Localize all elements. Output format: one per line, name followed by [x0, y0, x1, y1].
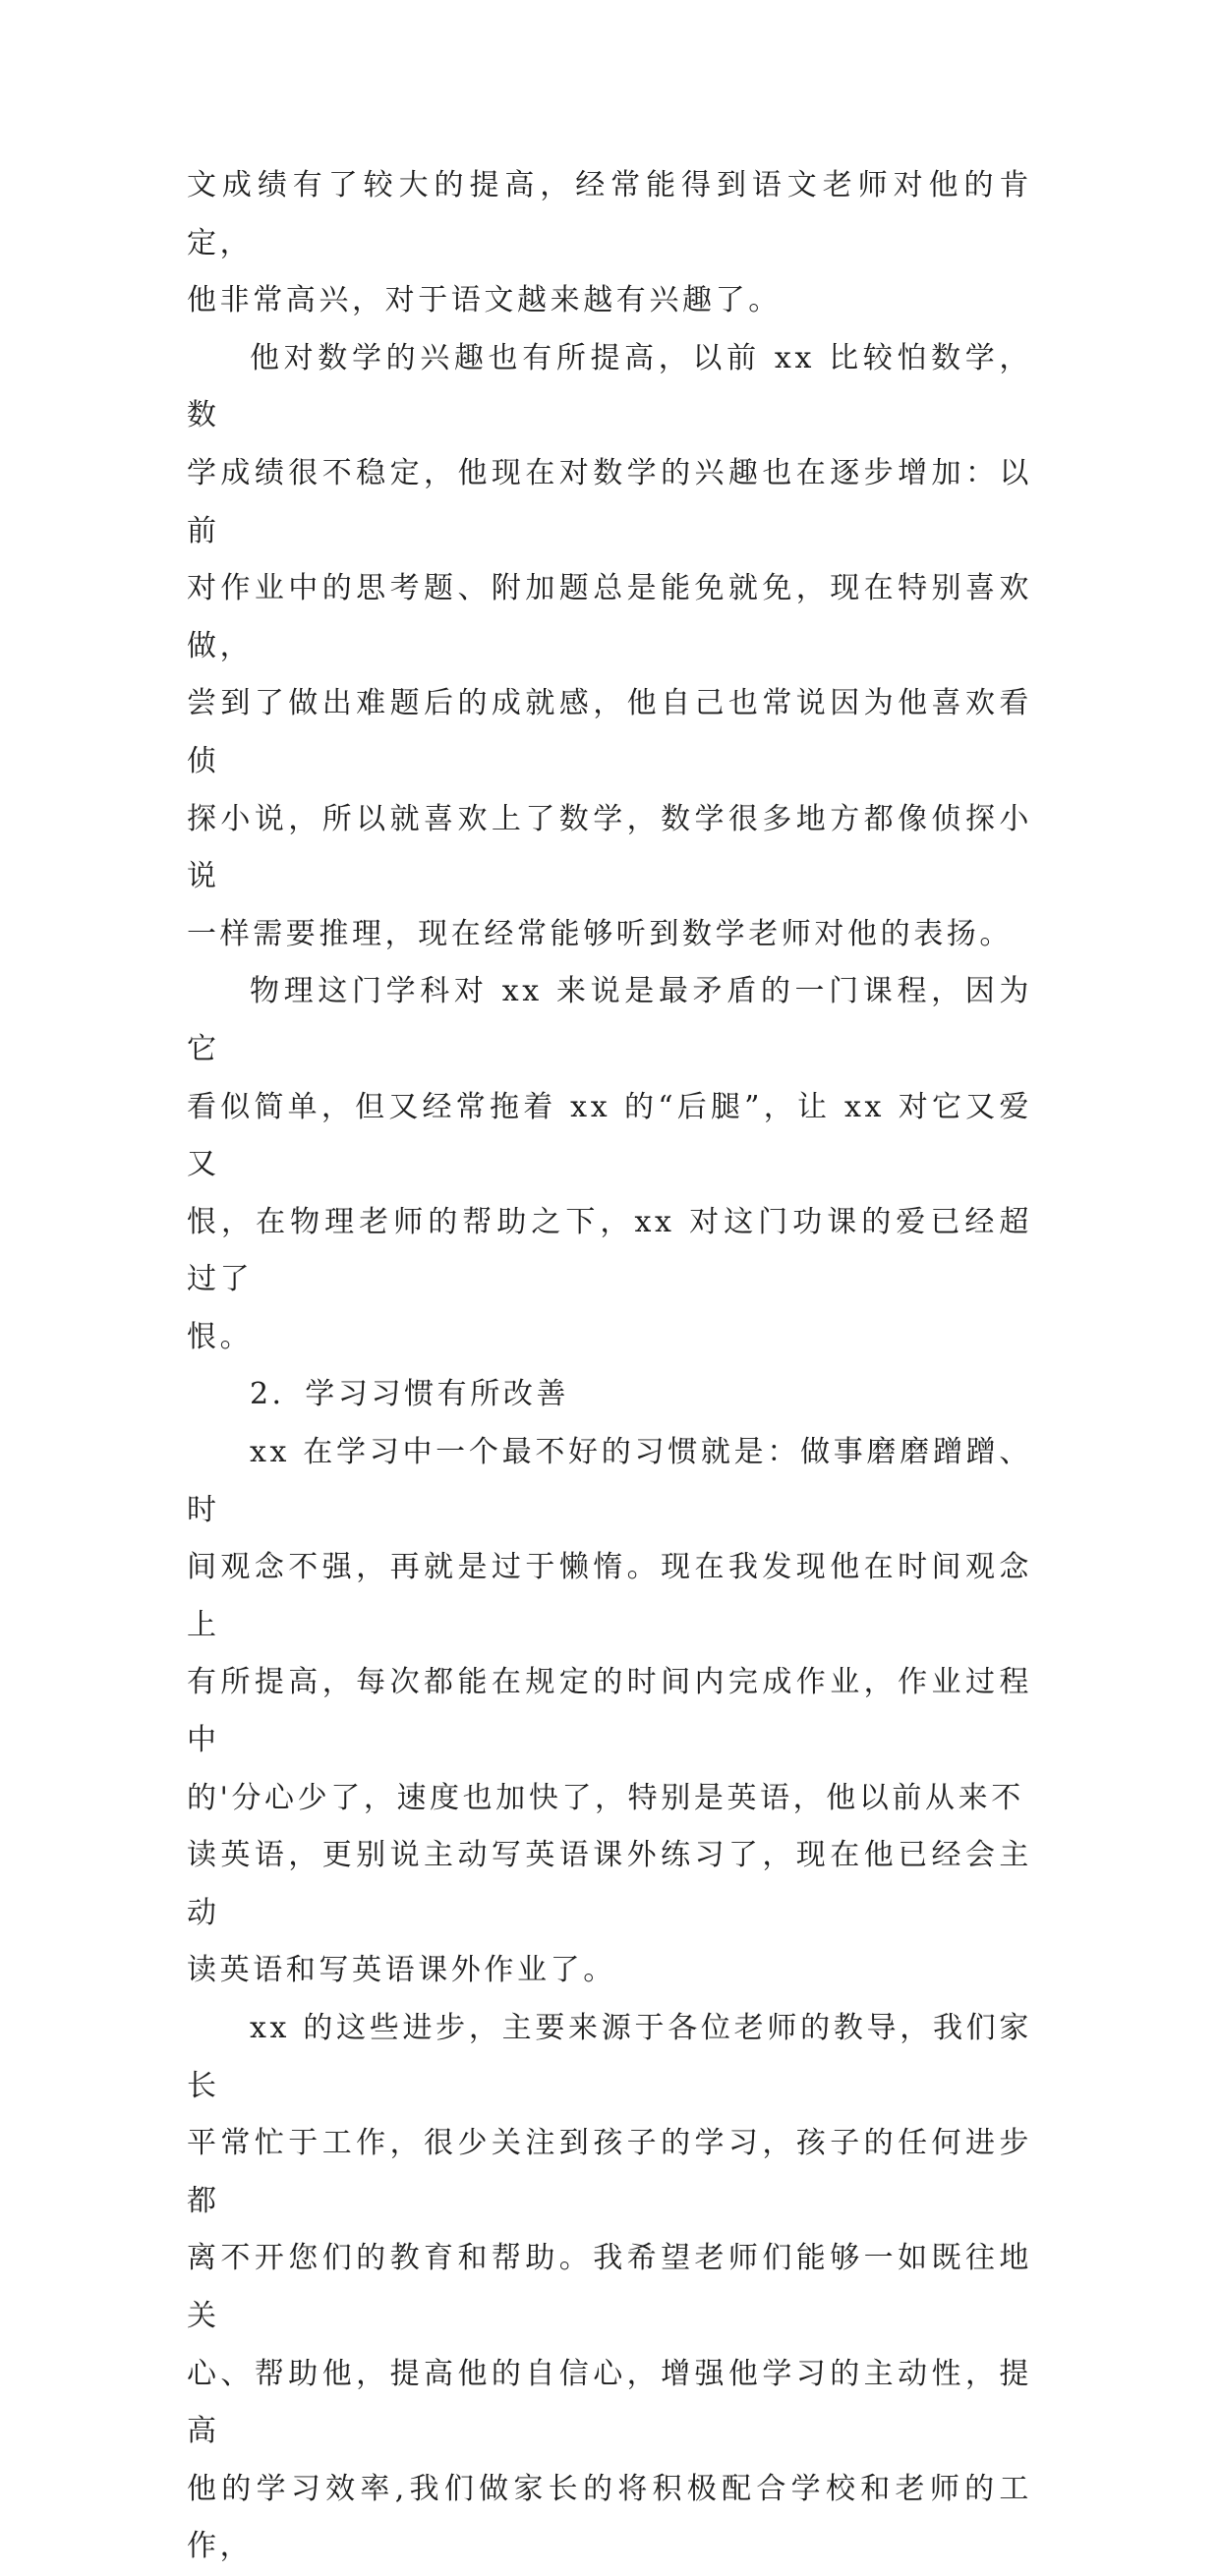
text-line: 有所提高，每次都能在规定的时间内完成作业，作业过程中 [187, 1665, 1032, 1758]
text-line: 他对数学的兴趣也有所提高，以前 xx 比较怕数学，数 [187, 340, 1032, 433]
text-line: 2．学习习惯有所改善 [250, 1377, 570, 1412]
text-line: 他的学习效率,我们做家长的将积极配合学校和老师的工作， [187, 2471, 1032, 2564]
text-line: 读英语和写英语课外作业了。 [187, 1953, 616, 1988]
text-line: 平常忙于工作，很少关注到孩子的学习，孩子的任何进步都 [187, 2126, 1032, 2218]
paragraph-physics [187, 963, 1032, 1366]
paragraph-math-interest [187, 330, 1032, 964]
text-line: 文成绩有了较大的提高，经常能得到语文老师对他的肯定， [187, 168, 1032, 260]
text-line: 看似简单，但又经常拖着 xx 的“后腿”，让 xx 对它又爱又 [187, 1089, 1032, 1182]
text-line: 学成绩很不稳定，他现在对数学的兴趣也在逐步增加：以前 [187, 455, 1032, 548]
text-line: xx 的这些进步，主要来源于各位老师的教导，我们家长 [187, 2011, 1032, 2103]
body-text [187, 157, 1032, 2576]
paragraph-thanks-teachers [187, 2000, 1032, 2576]
text-line: 他非常高兴，对于语文越来越有兴趣了。 [187, 283, 782, 318]
text-line: 读英语，更别说主动写英语课外练习了，现在他已经会主动 [187, 1838, 1032, 1930]
text-line: xx 在学习中一个最不好的习惯就是：做事磨磨蹭蹭、时 [187, 1435, 1032, 1527]
text-line: 一样需要推理，现在经常能够听到数学老师对他的表扬。 [187, 916, 1013, 951]
text-line: 离不开您们的教育和帮助。我希望老师们能够一如既往地关 [187, 2241, 1032, 2333]
text-line: 心、帮助他，提高他的自信心，增强他学习的主动性，提高 [187, 2356, 1032, 2449]
paragraph-study-habits [187, 1424, 1032, 2000]
text-line: 间观念不强，再就是过于懒惰。现在我发现他在时间观念上 [187, 1550, 1032, 1642]
text-line: 物理这门学科对 xx 来说是最矛盾的一门课程，因为它 [187, 974, 1032, 1066]
text-line: 的'分心少了，速度也加快了，特别是英语，他以前从来不 [187, 1780, 1024, 1815]
text-line: 探小说，所以就喜欢上了数学，数学很多地方都像侦探小说 [187, 801, 1032, 894]
text-line: 恨。 [187, 1319, 254, 1354]
text-line: 对作业中的思考题、附加题总是能免就免，现在特别喜欢做， [187, 571, 1032, 663]
text-line: 恨，在物理老师的帮助之下，xx 对这门功课的爱已经超过了 [187, 1204, 1032, 1297]
section-heading-study-habits [187, 1366, 1032, 1424]
paragraph-chinese-progress [187, 157, 1032, 330]
text-line: 尝到了做出难题后的成就感，他自己也常说因为他喜欢看侦 [187, 686, 1032, 778]
